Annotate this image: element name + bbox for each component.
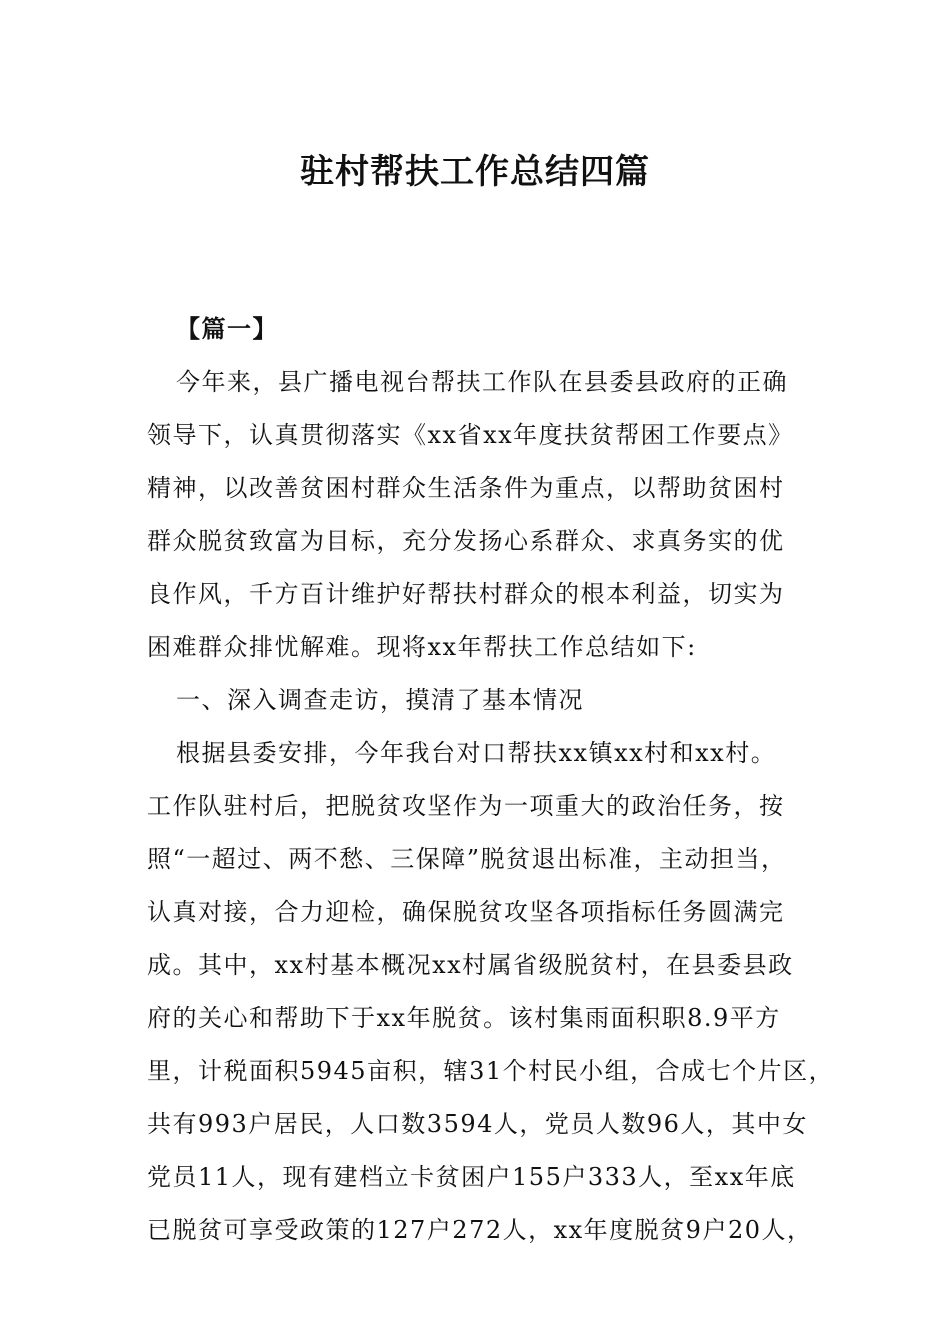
paragraph-line: 群众脱贫致富为目标，充分发扬心系群众、求真务实的优: [147, 527, 785, 555]
paragraph-line: 照“一超过、两不愁、三保障”脱贫退出标准，主动担当，: [147, 845, 787, 873]
paragraph-line: 成。其中，xx村基本概况xx村属省级脱贫村，在县委县政: [147, 951, 794, 979]
paragraph-line: 今年来，县广播电视台帮扶工作队在县委县政府的正确: [176, 368, 788, 396]
paragraph-line: 共有993户居民，人口数3594人，党员人数96人，其中女: [147, 1110, 808, 1138]
subsection-heading: 一、深入调查走访，摸清了基本情况: [176, 686, 584, 714]
paragraph-line: 党员11人，现有建档立卡贫困户155户333人，至xx年底: [147, 1163, 796, 1191]
paragraph-line: 认真对接，合力迎检，确保脱贫攻坚各项指标任务圆满完: [147, 898, 785, 926]
section-heading: 【篇一】: [176, 314, 278, 343]
paragraph-line: 已脱贫可享受政策的127户272人，xx年度脱贫9户20人，: [147, 1216, 813, 1244]
paragraph-line: 良作风，千方百计维护好帮扶村群众的根本利益，切实为: [147, 580, 785, 608]
paragraph-line: 工作队驻村后，把脱贫攻坚作为一项重大的政治任务，按: [147, 792, 785, 820]
document-title: 驻村帮扶工作总结四篇: [300, 152, 650, 192]
paragraph-line: 精神，以改善贫困村群众生活条件为重点，以帮助贫困村: [147, 474, 785, 502]
paragraph-line: 府的关心和帮助下于xx年脱贫。该村集雨面积职8.9平方: [147, 1004, 781, 1032]
paragraph-line: 根据县委安排，今年我台对口帮扶xx镇xx村和xx村。: [176, 739, 777, 767]
paragraph-line: 里，计税面积5945亩积，辖31个村民小组，合成七个片区，: [147, 1057, 835, 1085]
paragraph-line: 领导下，认真贯彻落实《xx省xx年度扶贫帮困工作要点》: [147, 421, 794, 449]
paragraph-line: 困难群众排忧解难。现将xx年帮扶工作总结如下:: [147, 633, 697, 661]
